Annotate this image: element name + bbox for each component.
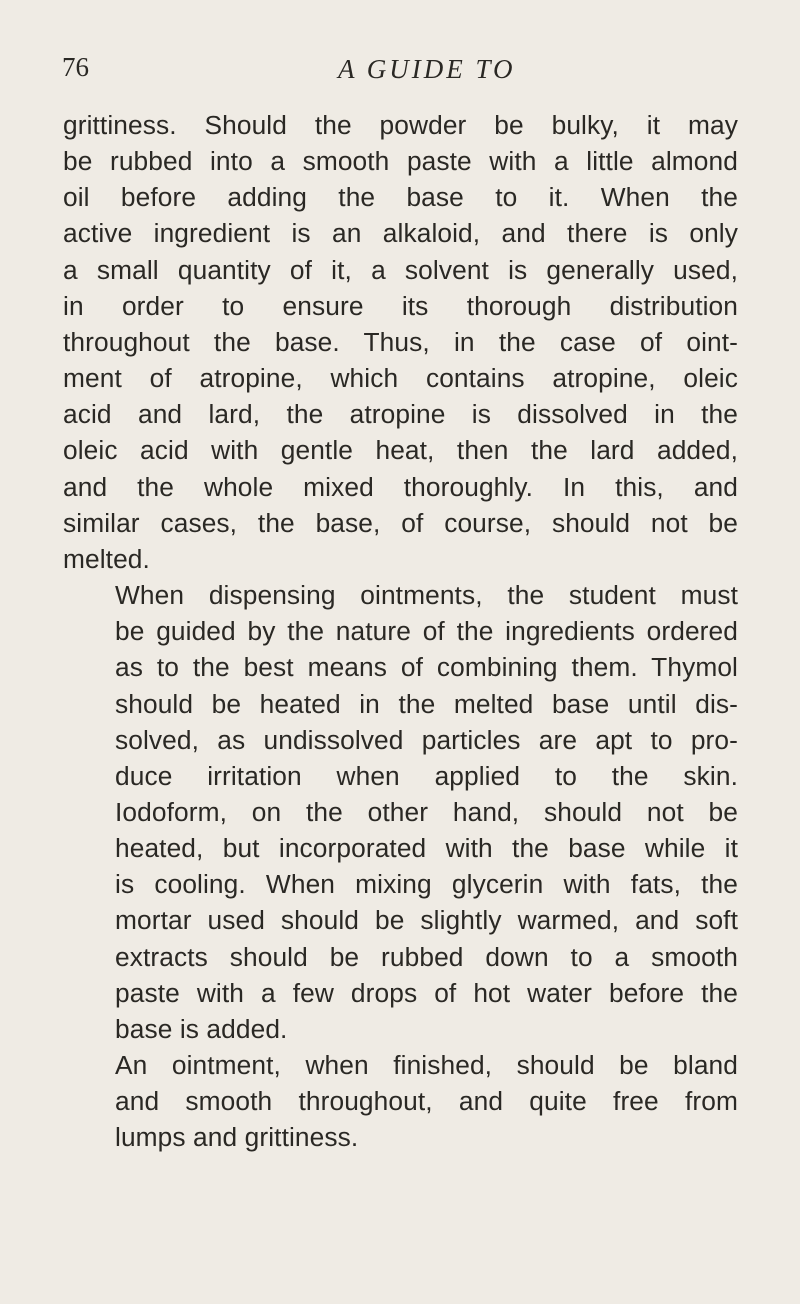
text-line: as to the best means of combining them. Thymol [115,652,738,683]
paragraph-2 [63,577,738,1047]
text-line: grittiness. Should the powder be bulky, it may [63,110,738,140]
text-line: oil before adding the base to it. When the [63,182,738,213]
text-line: Iodoform, on the other hand, should not be [115,796,738,827]
text-line: paste with a few drops of hot water before the [115,977,738,1008]
text-line: be rubbed into a smooth paste with a little almond [63,146,738,177]
running-head: A GUIDE TO [338,54,516,84]
text-line: An ointment, when finished, should be bland [115,1050,738,1081]
text-line: base is added. [115,1013,288,1044]
text-line: oleic acid with gentle heat, then the lard added, [63,435,738,466]
text-line: duce irritation when applied to the skin. [115,760,738,791]
text-line: lumps and grittiness. [115,1122,359,1153]
text-line: melted. [63,543,150,574]
page-number: 76 [62,52,89,82]
text-line: is cooling. When mixing glycerin with fats, the [115,869,738,900]
text-line: mortar used should be slightly warmed, and soft [115,905,738,936]
text-line: throughout the base. Thus, in the case of oint- [63,326,738,357]
text-line: a small quantity of it, a solvent is generally used, [63,254,738,285]
text-line: be guided by the nature of the ingredients ordered [115,616,738,647]
text-line: in order to ensure its thorough distribution [63,290,738,321]
paragraph-3 [63,1047,738,1155]
page-header [0,52,800,92]
text-line: heated, but incorporated with the base while it [115,833,738,864]
text-line: active ingredient is an alkaloid, and there is only [63,218,738,249]
text-line: similar cases, the base, of course, should not be [63,507,738,538]
body-text [63,107,738,1156]
paragraph-1 [63,107,738,577]
text-line: should be heated in the melted base until dis- [115,688,738,719]
text-line: When dispensing ointments, the student must [115,580,738,611]
text-line: extracts should be rubbed down to a smooth [115,941,738,972]
text-line: acid and lard, the atropine is dissolved in the [63,399,738,430]
text-line: and smooth throughout, and quite free from [115,1086,738,1117]
text-line: and the whole mixed thoroughly. In this, and [63,471,738,502]
text-line: solved, as undissolved particles are apt to pro- [115,724,738,755]
text-line: ment of atropine, which contains atropine, oleic [63,363,738,394]
